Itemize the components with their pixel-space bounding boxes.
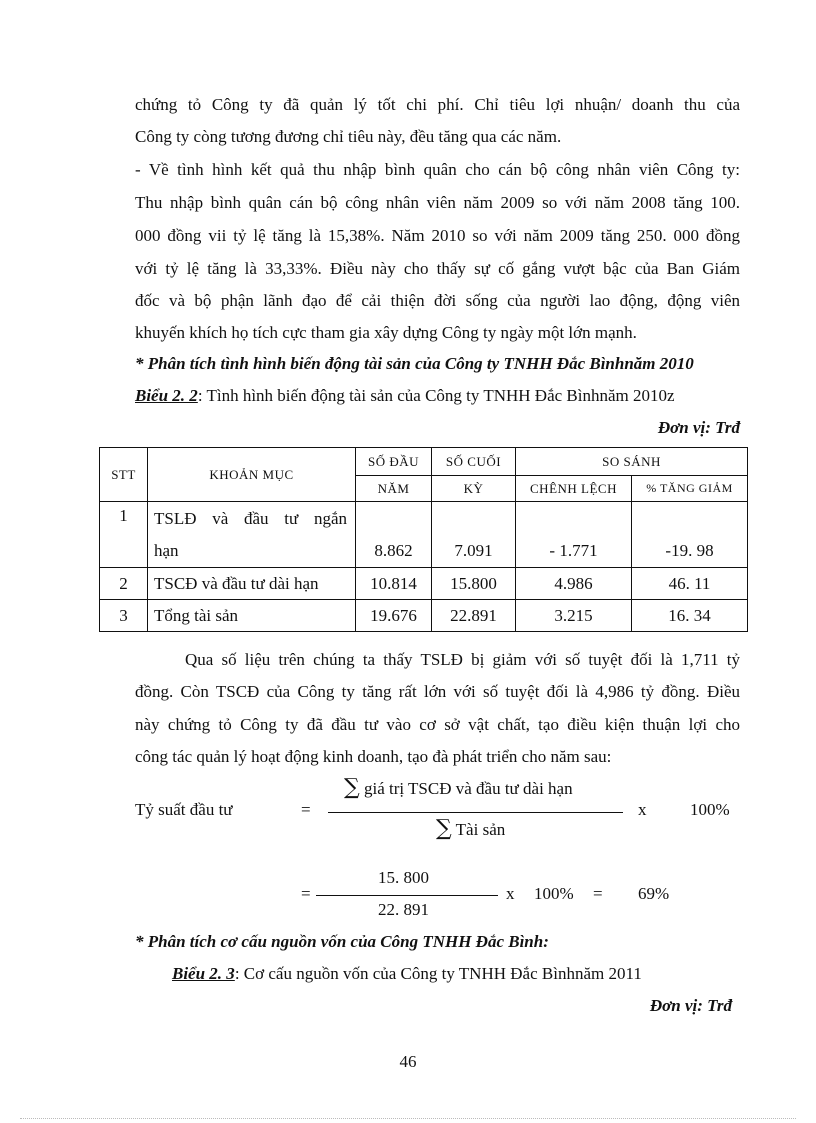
formula-times: x <box>638 800 647 819</box>
unit-label-2: Đơn vị: Trđ <box>649 996 732 1015</box>
paragraph-line: đốc và bộ phận lãnh đạo để cải thiện đời sống của người lao động, động viên <box>135 291 740 310</box>
section-heading-assets: * Phân tích tình hình biến động tài sản của Công ty TNHH Đắc Bìnhnăm 2010 <box>135 354 694 373</box>
header-compare: SO SÁNH <box>516 448 748 476</box>
header-begin: SỐ ĐẦU <box>356 448 432 476</box>
paragraph-line: với tỷ lệ tăng là 33,33%. Điều này cho thấy sự cố gắng vượt bậc của Ban Giám <box>135 259 740 278</box>
cell-end: 7.091 <box>432 502 516 568</box>
header-stt: STT <box>100 448 148 502</box>
table-row <box>100 568 748 600</box>
formula-lhs: Tỷ suất đầu tư <box>135 800 233 819</box>
formula2-equals-result: = <box>593 884 603 903</box>
cell-stt: 1 <box>100 502 148 568</box>
paragraph-line: chứng tỏ Công ty đã quản lý tốt chi phí. Chỉ tiêu lợi nhuận/ doanh thu của <box>135 95 740 114</box>
table-row <box>100 502 748 568</box>
unit-label: Đơn vị: Trđ <box>657 418 740 437</box>
paragraph-line: công tác quản lý hoạt động kinh doanh, tạo đà phát triển cho năm sau: <box>135 747 612 766</box>
sigma-symbol: ∑ <box>344 775 360 800</box>
header-pct: % TĂNG GIẢM <box>632 476 748 502</box>
formula-denominator <box>436 816 505 841</box>
section-heading-capital: * Phân tích cơ cấu nguồn vốn của Công TNHH Đắc Bình: <box>135 932 549 951</box>
header-diff: CHÊNH LỆCH <box>516 476 632 502</box>
cell-end: 22.891 <box>432 600 516 632</box>
sigma-symbol: ∑ <box>436 816 452 841</box>
formula2-equals: = <box>301 884 311 903</box>
caption-label: Biểu 2. 3 <box>172 964 235 983</box>
cell-pct: -19. 98 <box>632 502 748 568</box>
paragraph-line: Thu nhập bình quân cán bộ công nhân viên năm 2009 so với năm 2008 tăng 100. <box>135 193 740 212</box>
cell-pct: 46. 11 <box>632 568 748 600</box>
paragraph-line: Qua số liệu trên chúng ta thấy TSLĐ bị giảm với số tuyệt đối là 1,711 tỷ <box>185 650 740 669</box>
table-caption-2 <box>172 964 642 984</box>
cell-item-line: TSLĐ và đầu tư ngắn <box>154 508 347 528</box>
table-caption <box>135 386 675 406</box>
paragraph-line: Công ty còng tương đương chỉ tiêu này, đều tăng qua các năm. <box>135 127 562 146</box>
cell-item: Tổng tài sản <box>148 600 356 632</box>
cell-item <box>148 502 356 568</box>
formula-hundred: 100% <box>690 800 730 819</box>
header-item: KHOẢN MỤC <box>148 448 356 502</box>
paragraph-line: - Về tình hình kết quả thu nhập bình quân cho cán bộ công nhân viên Công ty: <box>135 160 740 179</box>
page-number: 46 <box>399 1052 417 1071</box>
fraction-bar <box>328 812 623 813</box>
paragraph-line: đồng. Còn TSCĐ của Công ty tăng rất lớn với số tuyệt đối là 4,986 tỷ đồng. Điều <box>135 682 740 701</box>
asset-table <box>99 447 748 632</box>
formula2-hundred: 100% <box>534 884 574 903</box>
cell-stt: 2 <box>100 568 148 600</box>
caption-label: Biểu 2. 2 <box>135 386 198 405</box>
fraction-bar-2 <box>316 895 498 896</box>
header-end: SỐ CUỐI <box>432 448 516 476</box>
formula2-numerator: 15. 800 <box>378 868 429 887</box>
cell-diff: - 1.771 <box>516 502 632 568</box>
paragraph-line: 000 đồng vii tỷ lệ tăng là 15,38%. Năm 2010 so với năm 2009 tăng 250. 000 đồng <box>135 226 740 245</box>
header-end-period: KỲ <box>432 476 516 502</box>
formula2-denominator: 22. 891 <box>378 900 429 919</box>
table-row <box>100 600 748 632</box>
formula2-times: x <box>506 884 515 903</box>
cell-stt: 3 <box>100 600 148 632</box>
caption-text: : Tình hình biến động tài sản của Công ty TNHH Đắc Bìnhnăm 2010z <box>197 386 675 405</box>
cell-begin: 19.676 <box>356 600 432 632</box>
paragraph-line: này chứng tỏ Công ty đã đầu tư vào cơ sở vật chất, tạo điều kiện thuận lợi cho <box>135 715 740 734</box>
cell-diff: 3.215 <box>516 600 632 632</box>
cell-end: 15.800 <box>432 568 516 600</box>
numerator-text: giá trị TSCĐ và đầu tư dài hạn <box>363 779 573 798</box>
formula-equals: = <box>301 800 311 819</box>
cell-item-line: hạn <box>154 540 179 560</box>
formula-numerator <box>344 775 573 800</box>
cell-diff: 4.986 <box>516 568 632 600</box>
cell-begin: 8.862 <box>356 502 432 568</box>
denominator-text: Tài sản <box>455 820 506 839</box>
cell-item: TSCĐ và đầu tư dài hạn <box>148 568 356 600</box>
paragraph-line: khuyến khích họ tích cực tham gia xây dựng Công ty ngày một lớn mạnh. <box>135 323 637 342</box>
cell-begin: 10.814 <box>356 568 432 600</box>
formula2-result: 69% <box>638 884 670 903</box>
header-begin-year: NĂM <box>356 476 432 502</box>
cell-pct: 16. 34 <box>632 600 748 632</box>
caption-text: : Cơ cấu nguồn vốn của Công ty TNHH Đắc Bìnhnăm 2011 <box>234 964 642 983</box>
page-footer-divider <box>20 1118 796 1119</box>
